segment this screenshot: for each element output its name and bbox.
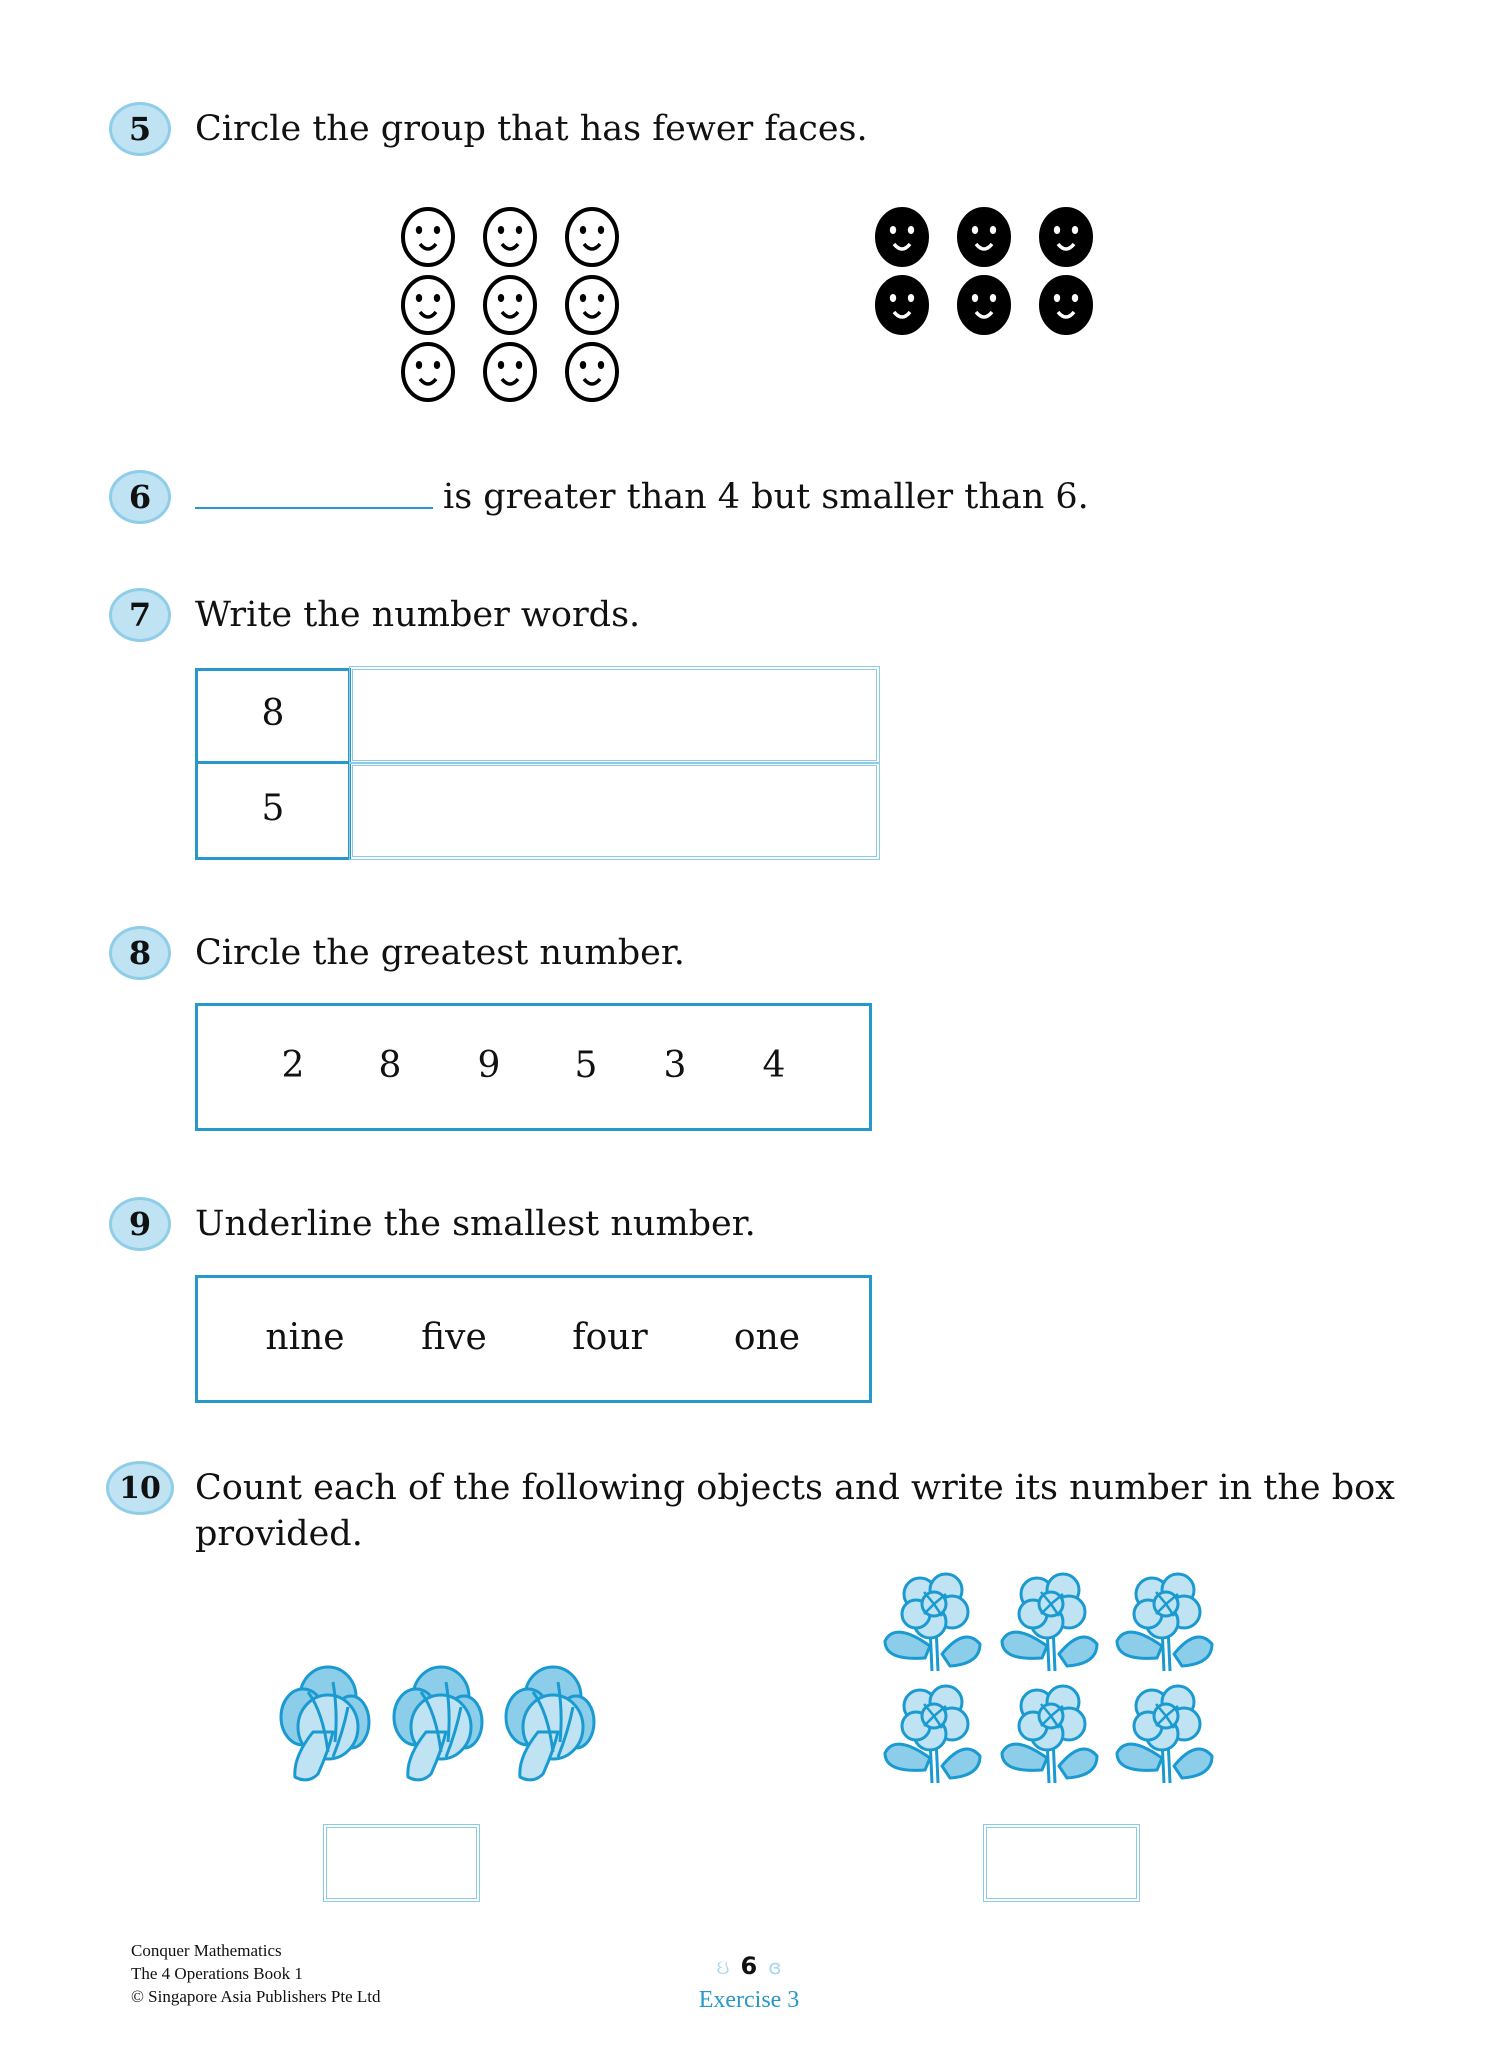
flower-icon xyxy=(880,1566,990,1680)
number-option[interactable]: 2 xyxy=(281,1045,305,1086)
question-8-badge: 8 xyxy=(109,926,171,980)
flower-count-answer-box[interactable] xyxy=(983,1824,1140,1902)
question-10-badge: 10 xyxy=(106,1461,174,1515)
smiley-face-icon xyxy=(564,341,620,403)
filled-smiley-face-icon xyxy=(956,274,1012,336)
swirl-right-icon: ɞ xyxy=(768,1955,782,1979)
word-option[interactable]: nine xyxy=(265,1317,345,1358)
question-10-text-line1: Count each of the following objects and write its number in the box xyxy=(195,1468,1395,1508)
filled-smiley-face-icon xyxy=(956,206,1012,268)
smiley-face-icon xyxy=(400,341,456,403)
flower-icon xyxy=(997,1566,1107,1680)
word-option[interactable]: five xyxy=(421,1317,487,1358)
word-option[interactable]: one xyxy=(733,1317,801,1358)
smiley-face-icon xyxy=(482,341,538,403)
footer-copyright: © Singapore Asia Publishers Pte Ltd xyxy=(131,1987,381,2006)
smiley-face-icon xyxy=(564,206,620,268)
word-option[interactable]: four xyxy=(572,1317,648,1358)
flower-icon xyxy=(1112,1678,1222,1792)
page-number: 6 xyxy=(740,1952,758,1980)
flower-icon xyxy=(880,1678,990,1792)
flower-icon xyxy=(1112,1566,1222,1680)
question-7-text: Write the number words. xyxy=(195,595,641,635)
question-10-text-line2: provided. xyxy=(195,1514,363,1554)
lettuce-count-answer-box[interactable] xyxy=(323,1824,480,1902)
lettuce-icon xyxy=(273,1662,373,1791)
smiley-face-icon xyxy=(400,274,456,336)
swirl-left-icon: ઇ xyxy=(716,1955,730,1979)
smiley-face-icon xyxy=(482,206,538,268)
question-5-badge: 5 xyxy=(109,102,171,156)
footer-book-title: The 4 Operations Book 1 xyxy=(131,1964,303,1983)
question-9-text: Underline the smallest number. xyxy=(195,1204,756,1244)
filled-smiley-face-icon xyxy=(1038,274,1094,336)
exercise-label: Exercise 3 xyxy=(698,1987,800,2013)
smiley-face-icon xyxy=(400,206,456,268)
filled-smiley-face-icon xyxy=(874,206,930,268)
filled-smiley-face-icon xyxy=(1038,206,1094,268)
table-number: 8 xyxy=(261,693,285,734)
number-word-answer-field[interactable] xyxy=(349,762,880,860)
question-5-text: Circle the group that has fewer faces. xyxy=(195,109,868,149)
lettuce-icon xyxy=(386,1662,486,1791)
footer-book-series: Conquer Mathematics xyxy=(131,1941,282,1960)
page-number-ornament xyxy=(694,1952,804,1980)
filled-smiley-face-icon xyxy=(874,274,930,336)
table-divider xyxy=(195,761,351,764)
question-6-badge: 6 xyxy=(109,470,171,524)
lettuce-icon xyxy=(498,1662,598,1791)
question-6-text: is greater than 4 but smaller than 6. xyxy=(443,477,1089,517)
question-8-text: Circle the greatest number. xyxy=(195,933,685,973)
question-9-badge: 9 xyxy=(109,1197,171,1251)
number-word-answer-field[interactable] xyxy=(349,666,880,764)
question-7-badge: 7 xyxy=(109,588,171,642)
answer-blank-line[interactable] xyxy=(195,506,433,509)
number-option[interactable]: 4 xyxy=(762,1045,786,1086)
number-option[interactable]: 8 xyxy=(378,1045,402,1086)
number-option[interactable]: 3 xyxy=(663,1045,687,1086)
table-number: 5 xyxy=(261,788,285,829)
flower-icon xyxy=(997,1678,1107,1792)
number-option[interactable]: 9 xyxy=(477,1045,501,1086)
smiley-face-icon xyxy=(564,274,620,336)
smiley-face-icon xyxy=(482,274,538,336)
number-option[interactable]: 5 xyxy=(574,1045,598,1086)
